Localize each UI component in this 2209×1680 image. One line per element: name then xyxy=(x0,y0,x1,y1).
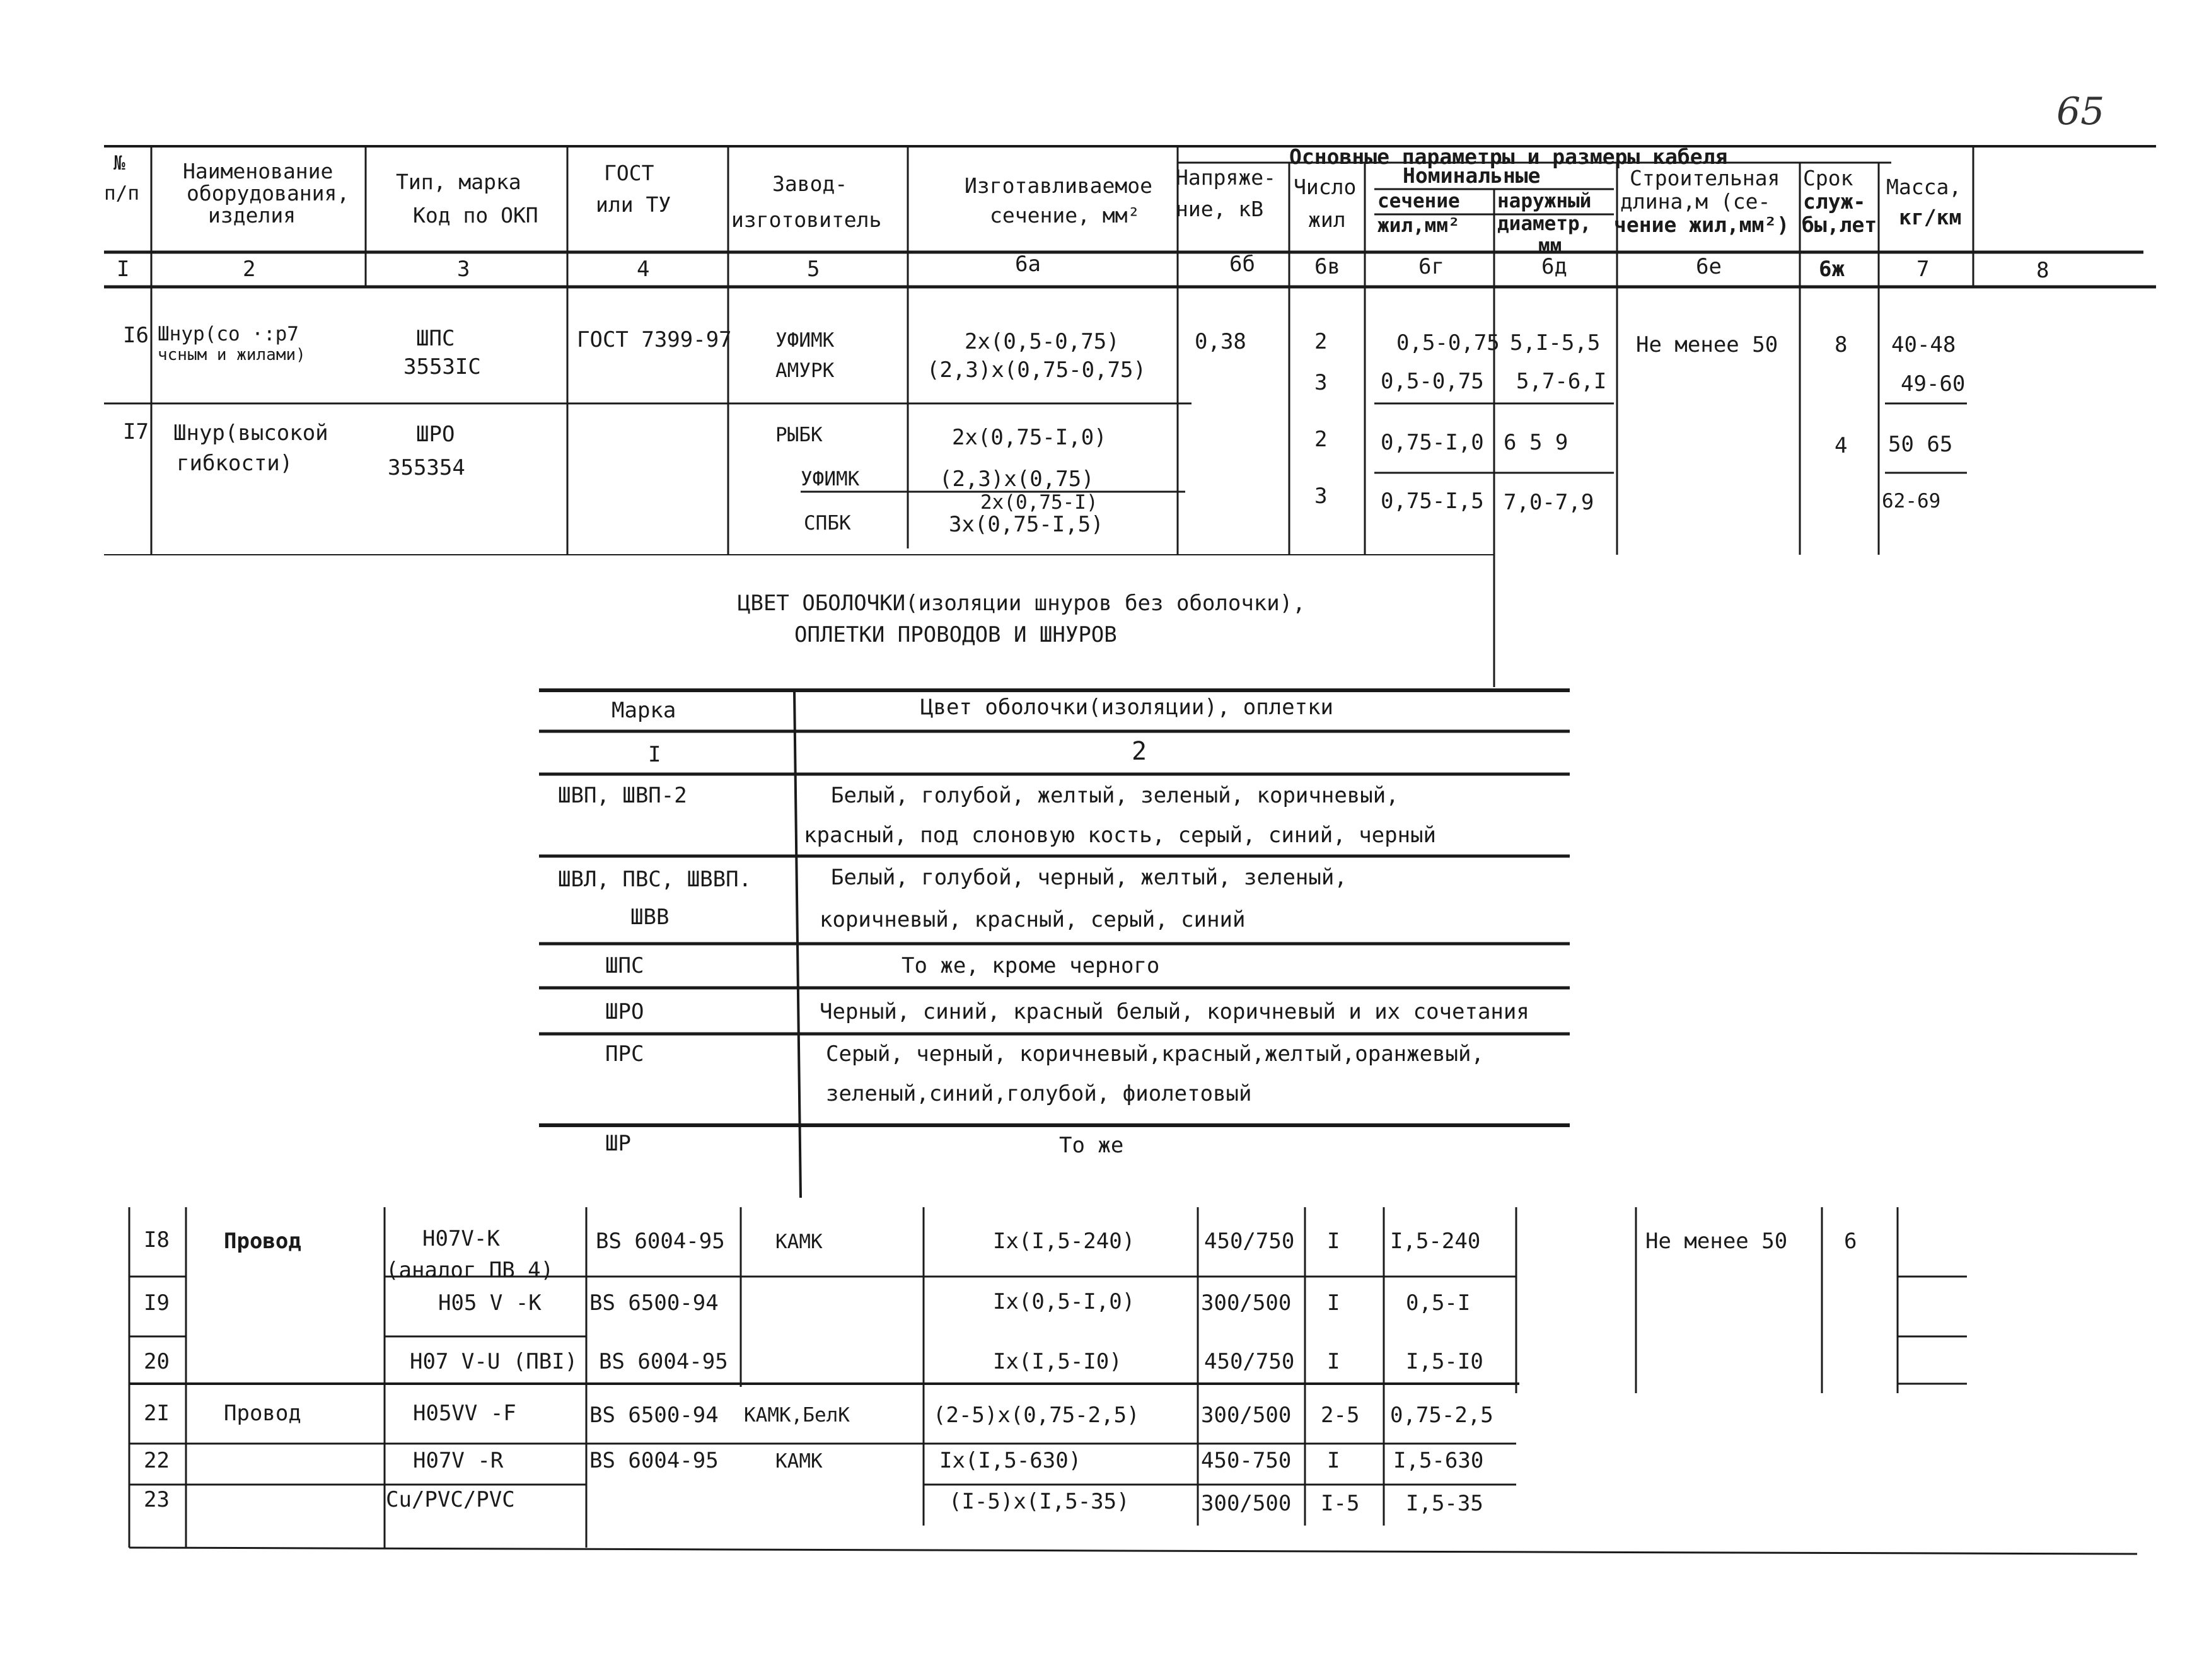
row-number: 23 xyxy=(144,1487,170,1512)
color-mark: ШПС xyxy=(605,953,644,978)
header-voltage-2: ние, кВ xyxy=(1176,197,1264,221)
color-list: Черный, синий, красный белый, коричневый и их сочетания xyxy=(820,999,1529,1024)
colnum-6b: 6б xyxy=(1229,252,1255,277)
maker: СПБК xyxy=(804,512,851,535)
cores: I xyxy=(1327,1290,1340,1316)
colnum-8: 8 xyxy=(2036,258,2050,283)
color-section-title-1: ЦВЕТ ОБОЛОЧКИ(изоляции шнуров без оболочки), xyxy=(738,591,1306,616)
type-mark: Н07 V-U (ПВI) xyxy=(410,1349,578,1374)
header-life-1: Срок xyxy=(1803,166,1853,190)
core-section: 0,75-2,5 xyxy=(1390,1403,1493,1428)
type-mark: Н07V -R xyxy=(413,1448,504,1473)
header-no-1: № xyxy=(113,152,125,175)
color-mark: ШВЛ, ПВС, ШВВП. xyxy=(558,867,752,892)
color-list-2: зеленый,синий,голубой, фиолетовый xyxy=(826,1081,1252,1106)
page-number: 65 xyxy=(2056,90,2105,134)
section: 2х(0,75-I) xyxy=(980,491,1098,514)
type-analog: (аналог ПВ 4) xyxy=(386,1258,554,1283)
header-life-2: служ- xyxy=(1803,189,1866,214)
gost: BS 6500-94 xyxy=(589,1290,719,1316)
service-life: 4 xyxy=(1835,433,1848,458)
core-section: 0,75-I,5 xyxy=(1381,489,1484,514)
diameter: 6 5 9 xyxy=(1504,430,1568,455)
type-mark: Cu/PVC/PVC xyxy=(386,1487,515,1512)
cores: 3 xyxy=(1314,370,1328,395)
group-header: Основные параметры и размеры кабеля xyxy=(1289,144,1728,169)
header-no-2: п/п xyxy=(104,182,139,205)
voltage: 300/500 xyxy=(1201,1403,1292,1428)
color-list: Серый, черный, коричневый,красный,желтый,оранжевый, xyxy=(826,1041,1484,1067)
product-name: Шнур(высокой xyxy=(173,420,328,446)
type-mark: ШРО xyxy=(416,422,455,447)
core-section: I,5-630 xyxy=(1393,1448,1484,1473)
header-length-1: Строительная xyxy=(1630,166,1780,190)
okp-code: 355354 xyxy=(388,455,465,480)
color-list-2: коричневый, красный, серый, синий xyxy=(820,907,1246,932)
section: (2,3)х(0,75-0,75) xyxy=(927,357,1146,383)
color-header-mark: Марка xyxy=(612,698,676,723)
cores: 2 xyxy=(1314,329,1328,354)
length: Не менее 50 xyxy=(1645,1229,1788,1254)
gost: BS 6500-94 xyxy=(589,1403,719,1428)
colnum-6a: 6а xyxy=(1015,252,1041,277)
section: 3х(0,75-I,5) xyxy=(949,512,1104,537)
header-section-1: Изготавливаемое xyxy=(965,173,1153,198)
core-section: 0,5-I xyxy=(1406,1290,1471,1316)
colnum-2: 2 xyxy=(243,257,256,282)
cores: I xyxy=(1327,1448,1340,1473)
header-diameter-1: наружный xyxy=(1497,190,1592,212)
header-section-2: сечение, мм² xyxy=(990,203,1140,228)
section: (I-5)х(I,5-35) xyxy=(949,1489,1130,1514)
cores: 3 xyxy=(1314,484,1328,509)
header-name-2: оборудования, xyxy=(187,181,350,206)
color-section-title-2: ОПЛЕТКИ ПРОВОДОВ И ШНУРОВ xyxy=(794,622,1117,647)
maker: КАМК xyxy=(775,1231,823,1253)
colnum-4: 4 xyxy=(637,257,650,282)
colnum-6e: 6е xyxy=(1696,254,1722,279)
voltage: 0,38 xyxy=(1195,329,1246,354)
core-section: 0,75-I,0 xyxy=(1381,430,1484,455)
nominal-header: Номинальные xyxy=(1403,163,1541,188)
color-list: Белый, голубой, желтый, зеленый, коричневый, xyxy=(831,783,1399,808)
type-mark: ШПС xyxy=(416,326,455,351)
type-mark: Н05VV -F xyxy=(413,1401,516,1426)
maker: КАМК xyxy=(775,1450,823,1473)
mass: 49-60 xyxy=(1901,371,1966,397)
colnum-6zh: 6ж xyxy=(1819,257,1845,282)
header-mass-1: Масса, xyxy=(1886,175,1962,199)
product-name: Провод xyxy=(224,1401,301,1426)
colnum-1: I xyxy=(117,257,130,282)
section: 2х(0,5-0,75) xyxy=(965,329,1120,354)
color-mark: ПРС xyxy=(605,1041,644,1067)
section: (2,3)х(0,75) xyxy=(939,466,1094,492)
maker: АМУРК xyxy=(775,359,835,382)
length: Не менее 50 xyxy=(1636,332,1778,357)
section: (2-5)х(0,75-2,5) xyxy=(933,1403,1140,1428)
color-list: То же, кроме черного xyxy=(902,953,1160,978)
maker: УФИМК xyxy=(801,468,860,490)
header-name-3: изделия xyxy=(208,203,296,228)
section: Iх(I,5-240) xyxy=(993,1229,1135,1254)
core-section: I,5-240 xyxy=(1390,1229,1481,1254)
header-type-2: Код по ОКП xyxy=(413,203,538,228)
header-length-3: чение жил,мм²) xyxy=(1614,212,1790,237)
cores: I-5 xyxy=(1321,1491,1360,1516)
header-name-1: Наименование xyxy=(183,159,333,183)
section: Iх(I,5-630) xyxy=(939,1448,1082,1473)
service-life: 8 xyxy=(1835,332,1848,357)
header-gost-2: или ТУ xyxy=(596,192,671,217)
header-diameter-2: диаметр, xyxy=(1497,212,1592,235)
color-mark-2: ШВВ xyxy=(630,905,670,930)
core-section: I,5-35 xyxy=(1406,1491,1483,1516)
diameter: 7,0-7,9 xyxy=(1504,490,1594,515)
maker: КАМК,БелК xyxy=(744,1404,850,1427)
color-mark: ШР xyxy=(605,1131,631,1156)
color-list: Белый, голубой, черный, желтый, зеленый, xyxy=(831,865,1347,890)
colnum-3: 3 xyxy=(457,257,470,282)
core-section: I,5-I0 xyxy=(1406,1349,1483,1374)
okp-code: 3553IС xyxy=(403,354,481,379)
product-name: Шнур(со ·:р7 xyxy=(158,323,299,345)
colnum-6d: 6д xyxy=(1541,254,1567,279)
color-mark: ШРО xyxy=(605,999,644,1024)
header-cores-2: жил xyxy=(1308,207,1346,232)
voltage: 450/750 xyxy=(1204,1349,1295,1374)
maker: РЫБК xyxy=(775,424,823,446)
header-diameter-3: мм xyxy=(1538,235,1562,257)
cores: I xyxy=(1327,1229,1340,1254)
cores: 2 xyxy=(1314,427,1328,452)
color-num-1: I xyxy=(648,742,661,767)
mass: 40-48 xyxy=(1891,332,1956,357)
color-mark: ШВП, ШВП-2 xyxy=(558,783,687,808)
gost: BS 6004-95 xyxy=(596,1229,725,1254)
header-type-1: Тип, марка xyxy=(396,170,521,194)
header-maker-1: Завод- xyxy=(772,171,848,196)
diameter: 5,I-5,5 xyxy=(1510,330,1601,356)
row-number: I8 xyxy=(144,1227,170,1253)
voltage: 450-750 xyxy=(1201,1448,1292,1473)
header-gost-1: ГОСТ xyxy=(604,161,654,185)
color-header-color: Цвет оболочки(изоляции), оплетки xyxy=(920,695,1334,720)
product-name-2: чсным и жилами) xyxy=(158,345,306,364)
color-list-2: красный, под слоновую кость, серый, синий, черный xyxy=(804,823,1437,848)
color-num-2: 2 xyxy=(1132,737,1147,766)
service-life: 6 xyxy=(1844,1229,1857,1254)
colnum-7: 7 xyxy=(1916,257,1930,282)
section: Iх(I,5-I0) xyxy=(993,1349,1122,1374)
header-core-section-2: жил,мм² xyxy=(1377,214,1460,237)
gost: BS 6004-95 xyxy=(599,1349,728,1374)
diameter: 5,7-6,I xyxy=(1516,369,1607,394)
voltage: 300/500 xyxy=(1201,1491,1292,1516)
header-cores-1: Число xyxy=(1294,175,1357,199)
row-number: I6 xyxy=(123,323,149,348)
cores: 2-5 xyxy=(1321,1403,1360,1428)
colnum-6g: 6г xyxy=(1418,254,1444,279)
row-number: 22 xyxy=(144,1448,170,1473)
mass: 50 65 xyxy=(1888,432,1953,457)
color-list: То же xyxy=(1059,1133,1124,1158)
maker: УФИМК xyxy=(775,329,835,352)
row-number: I9 xyxy=(144,1290,170,1316)
header-core-section-1: сечение xyxy=(1377,190,1460,212)
product-name: Провод xyxy=(224,1229,301,1254)
type-mark: Н05 V -K xyxy=(438,1290,542,1316)
product-name-2: гибкости) xyxy=(177,451,293,476)
voltage: 450/750 xyxy=(1204,1229,1295,1254)
cores: I xyxy=(1327,1349,1340,1374)
type-mark: Н07V-K xyxy=(422,1226,500,1251)
core-section: 0,5-0,75 xyxy=(1381,369,1484,394)
gost: BS 6004-95 xyxy=(589,1448,719,1473)
section: 2х(0,75-I,0) xyxy=(952,425,1107,450)
mass: 62-69 xyxy=(1882,490,1941,513)
gost: ГОСТ 7399-97 xyxy=(577,327,732,352)
colnum-6v: 6в xyxy=(1314,254,1340,279)
row-number: 20 xyxy=(144,1349,170,1374)
header-maker-2: изготовитель xyxy=(731,207,882,232)
header-mass-2: кг/км xyxy=(1899,205,1962,229)
header-length-2: длина,м (се- xyxy=(1620,189,1771,214)
voltage: 300/500 xyxy=(1201,1290,1292,1316)
core-section: 0,5-0,75 xyxy=(1396,330,1500,356)
header-life-3: бы,лет xyxy=(1802,212,1877,237)
colnum-5: 5 xyxy=(807,257,820,282)
row-number: I7 xyxy=(123,419,149,444)
section: Iх(0,5-I,0) xyxy=(993,1289,1135,1314)
row-number: 2I xyxy=(144,1401,170,1426)
header-voltage-1: Напряже- xyxy=(1176,165,1276,190)
